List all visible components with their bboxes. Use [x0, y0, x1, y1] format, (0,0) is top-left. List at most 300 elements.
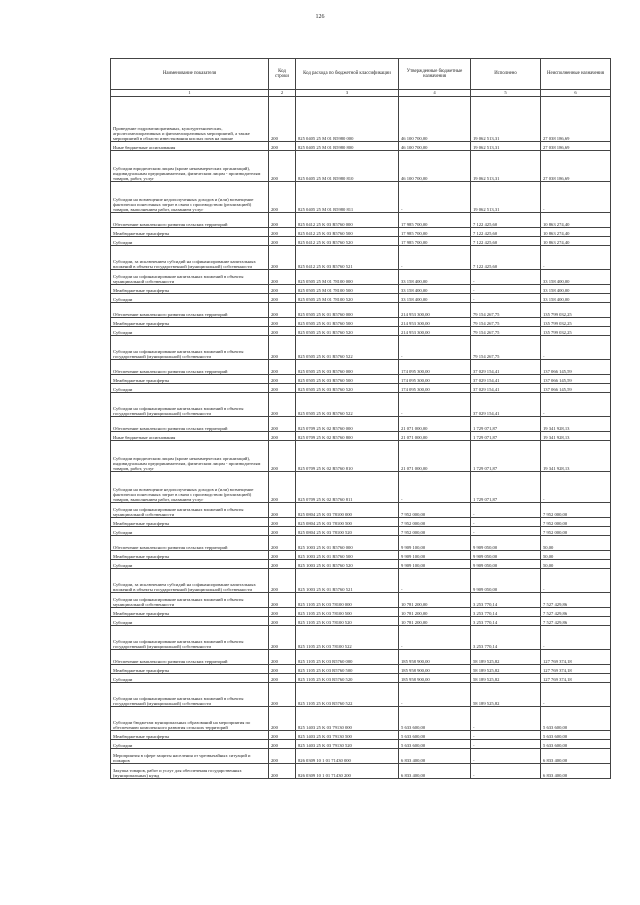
- row-name: Субсидии: [111, 294, 269, 303]
- column-index-row: [111, 90, 611, 97]
- row-name: Субсидии: [111, 384, 269, 393]
- row-remaining-amount: 6 833 400,00: [541, 749, 611, 764]
- row-executed-amount: 37 029 154,41: [471, 375, 541, 384]
- row-approved-amount: 21 071 000,00: [399, 432, 471, 441]
- row-name: Субсидии: [111, 617, 269, 626]
- row-executed-amount: 79 154 267,75: [471, 327, 541, 336]
- table-row: [111, 384, 611, 393]
- row-budget-code: 825 1105 25 K 03 R5760 522: [296, 683, 399, 707]
- header-executed: Исполнено: [471, 59, 541, 90]
- table-row: [111, 707, 611, 731]
- table-row: [111, 683, 611, 707]
- row-executed-amount: -: [471, 731, 541, 740]
- row-name: Субсидии на софинансирование капитальных вложений в объекты муниципальной собственности: [111, 270, 269, 285]
- row-budget-code: 825 0505 25 K 03 R5760 000: [296, 360, 399, 375]
- table-row: [111, 393, 611, 417]
- row-remaining-amount: 135 799 032,25: [541, 327, 611, 336]
- row-remaining-amount: 7 952 000,00: [541, 503, 611, 518]
- row-remaining-amount: 7 527 429,86: [541, 593, 611, 608]
- row-remaining-amount: 33 158 400,00: [541, 285, 611, 294]
- row-remaining-amount: 27 038 186,69: [541, 151, 611, 182]
- row-budget-code: 825 0505 25 K 01 R5760 522: [296, 336, 399, 360]
- row-budget-code: 825 1003 25 K 01 R5760 520: [296, 560, 399, 569]
- row-budget-code: 825 0505 25 M 01 78100 520: [296, 294, 399, 303]
- table-row: [111, 270, 611, 285]
- row-budget-code: 825 0412 25 K 03 R5760 500: [296, 228, 399, 237]
- row-remaining-amount: 135 799 032,25: [541, 303, 611, 318]
- row-line-code: 200: [269, 569, 296, 593]
- row-line-code: 200: [269, 617, 296, 626]
- row-executed-amount: 9 909 050,00: [471, 536, 541, 551]
- row-executed-amount: 79 154 267,75: [471, 318, 541, 327]
- row-budget-code: 825 0505 25 K 01 R5760 500: [296, 318, 399, 327]
- row-approved-amount: 33 158 400,00: [399, 285, 471, 294]
- table-row: [111, 246, 611, 270]
- row-name: Обеспечение комплексного развития сельских территорий: [111, 536, 269, 551]
- row-budget-code: 825 0804 25 K 03 78100 520: [296, 527, 399, 536]
- row-remaining-amount: 19 341 928,13: [541, 441, 611, 472]
- row-line-code: 200: [269, 285, 296, 294]
- table-row: [111, 650, 611, 665]
- row-line-code: 200: [269, 213, 296, 228]
- row-remaining-amount: 135 799 032,25: [541, 318, 611, 327]
- row-name: Субсидии на софинансирование капитальных вложений в объекты государственной (муниципальной) собственности: [111, 336, 269, 360]
- row-line-code: 200: [269, 417, 296, 432]
- row-line-code: 200: [269, 551, 296, 560]
- row-remaining-amount: 127 769 374,18: [541, 674, 611, 683]
- row-line-code: 200: [269, 270, 296, 285]
- table-row: [111, 740, 611, 749]
- row-approved-amount: 10 781 200,00: [399, 593, 471, 608]
- row-executed-amount: 19 062 513,31: [471, 97, 541, 142]
- table-row: [111, 731, 611, 740]
- row-budget-code: 825 1003 25 K 01 R5760 500: [296, 551, 399, 560]
- row-executed-amount: 3 253 770,14: [471, 608, 541, 617]
- row-budget-code: 825 1105 25 K 03 R5760 500: [296, 665, 399, 674]
- table-row: [111, 285, 611, 294]
- row-budget-code: 825 1003 25 K 01 R5760 000: [296, 536, 399, 551]
- row-executed-amount: -: [471, 764, 541, 779]
- header-budget-classification: Код расхода по бюджетной классификации: [296, 59, 399, 90]
- row-remaining-amount: 19 341 928,13: [541, 417, 611, 432]
- row-approved-amount: -: [399, 683, 471, 707]
- row-name: Межбюджетные трансферты: [111, 731, 269, 740]
- row-executed-amount: -: [471, 749, 541, 764]
- row-executed-amount: 37 029 154,41: [471, 360, 541, 375]
- row-line-code: 200: [269, 536, 296, 551]
- row-approved-amount: 9 909 100,00: [399, 536, 471, 551]
- header-remaining: Неисполненные назначения: [541, 59, 611, 90]
- table-row: [111, 97, 611, 142]
- row-budget-code: 825 0505 25 M 01 78100 500: [296, 285, 399, 294]
- row-executed-amount: -: [471, 285, 541, 294]
- row-approved-amount: -: [399, 246, 471, 270]
- row-name: Обеспечение комплексного развития сельских территорий: [111, 417, 269, 432]
- row-line-code: 200: [269, 518, 296, 527]
- row-executed-amount: -: [471, 270, 541, 285]
- row-line-code: 200: [269, 393, 296, 417]
- row-line-code: 200: [269, 246, 296, 270]
- row-name: Иные бюджетные ассигнования: [111, 142, 269, 151]
- row-remaining-amount: 27 038 186,69: [541, 97, 611, 142]
- row-approved-amount: 46 100 700,00: [399, 142, 471, 151]
- row-executed-amount: -: [471, 740, 541, 749]
- table-row: [111, 142, 611, 151]
- row-remaining-amount: -: [541, 683, 611, 707]
- row-budget-code: 825 0405 25 M 01 R5980 810: [296, 151, 399, 182]
- row-line-code: 200: [269, 472, 296, 503]
- row-line-code: 200: [269, 503, 296, 518]
- row-name: Субсидии: [111, 527, 269, 536]
- table-row: [111, 151, 611, 182]
- row-line-code: 200: [269, 560, 296, 569]
- row-name: Субсидии на софинансирование капитальных вложений в объекты государственной (муниципальной) собственности: [111, 626, 269, 650]
- row-budget-code: 825 1003 25 K 01 R5760 521: [296, 569, 399, 593]
- table-row: [111, 327, 611, 336]
- table-row: [111, 665, 611, 674]
- table-row: [111, 237, 611, 246]
- row-line-code: 200: [269, 608, 296, 617]
- row-budget-code: 825 1105 25 K 03 78100 000: [296, 593, 399, 608]
- header-approved: Утвержденные бюджетные назначения: [399, 59, 471, 90]
- row-executed-amount: -: [471, 518, 541, 527]
- row-executed-amount: 1 729 071,87: [471, 417, 541, 432]
- row-approved-amount: 10 781 200,00: [399, 608, 471, 617]
- column-index: 3: [296, 90, 399, 97]
- row-line-code: 200: [269, 749, 296, 764]
- row-line-code: 200: [269, 327, 296, 336]
- row-approved-amount: 185 958 900,00: [399, 650, 471, 665]
- row-line-code: 200: [269, 432, 296, 441]
- row-name: Проведение гидромелиоративных, культуртехнических, агролесомелиоративных и фитомелиоративных мероприятий, а также мероприятий в области известкования кислых почв на пашне: [111, 97, 269, 142]
- table-row: [111, 303, 611, 318]
- table-row: [111, 336, 611, 360]
- row-budget-code: 825 0709 25 K 02 R5760 000: [296, 417, 399, 432]
- row-remaining-amount: 127 769 374,18: [541, 665, 611, 674]
- row-approved-amount: 214 953 300,00: [399, 303, 471, 318]
- row-remaining-amount: -: [541, 569, 611, 593]
- row-executed-amount: 79 154 267,75: [471, 303, 541, 318]
- row-remaining-amount: 137 066 145,59: [541, 360, 611, 375]
- row-approved-amount: 9 909 100,00: [399, 551, 471, 560]
- row-executed-amount: 7 122 425,60: [471, 237, 541, 246]
- table-row: [111, 551, 611, 560]
- row-approved-amount: 5 633 600,00: [399, 740, 471, 749]
- table-row: [111, 674, 611, 683]
- table-row: [111, 764, 611, 779]
- row-approved-amount: 6 833 400,00: [399, 749, 471, 764]
- row-remaining-amount: -: [541, 472, 611, 503]
- row-executed-amount: 37 029 154,41: [471, 393, 541, 417]
- row-budget-code: 825 0505 25 M 01 78100 000: [296, 270, 399, 285]
- row-executed-amount: 3 253 770,14: [471, 593, 541, 608]
- row-budget-code: 825 0505 25 K 03 R5760 520: [296, 384, 399, 393]
- row-budget-code: 825 0709 25 K 02 R5760 810: [296, 441, 399, 472]
- row-remaining-amount: 50,00: [541, 551, 611, 560]
- table-row: [111, 617, 611, 626]
- row-budget-code: 825 1105 25 K 03 R5760 000: [296, 650, 399, 665]
- row-name: Межбюджетные трансферты: [111, 608, 269, 617]
- row-executed-amount: -: [471, 503, 541, 518]
- row-approved-amount: 6 833 400,00: [399, 764, 471, 779]
- row-name: Субсидии на софинансирование капитальных вложений в объекты муниципальной собственности: [111, 503, 269, 518]
- row-name: Субсидии: [111, 674, 269, 683]
- table-row: [111, 182, 611, 213]
- row-executed-amount: 7 122 425,60: [471, 246, 541, 270]
- row-approved-amount: 185 958 900,00: [399, 674, 471, 683]
- row-budget-code: 825 0405 25 M 01 R5980 000: [296, 97, 399, 142]
- row-approved-amount: 174 095 300,00: [399, 360, 471, 375]
- row-name: Обеспечение комплексного развития сельских территорий: [111, 650, 269, 665]
- row-remaining-amount: 50,00: [541, 536, 611, 551]
- row-name: Субсидии: [111, 237, 269, 246]
- row-line-code: 200: [269, 303, 296, 318]
- row-budget-code: 825 0505 25 K 03 R5760 500: [296, 375, 399, 384]
- row-name: Субсидии на возмещение недополученных доходов и (или) возмещение фактически понесенных затрат в связи с производством (реализацией) товаров, выполнением работ, оказанием услуг: [111, 472, 269, 503]
- row-name: Межбюджетные трансферты: [111, 228, 269, 237]
- row-remaining-amount: 10 863 274,40: [541, 237, 611, 246]
- row-line-code: 200: [269, 375, 296, 384]
- table-row: [111, 318, 611, 327]
- row-remaining-amount: 127 769 374,18: [541, 650, 611, 665]
- row-budget-code: 825 0405 25 M 01 R5980 800: [296, 142, 399, 151]
- row-line-code: 200: [269, 384, 296, 393]
- row-executed-amount: 3 253 770,14: [471, 626, 541, 650]
- table-row: [111, 375, 611, 384]
- row-budget-code: 825 0804 25 K 03 78100 500: [296, 518, 399, 527]
- table-row: [111, 608, 611, 617]
- table-row: [111, 417, 611, 432]
- row-budget-code: 825 1403 25 K 03 79130 520: [296, 740, 399, 749]
- row-executed-amount: 19 062 513,31: [471, 151, 541, 182]
- row-remaining-amount: 50,00: [541, 560, 611, 569]
- row-line-code: 200: [269, 228, 296, 237]
- row-approved-amount: 46 100 700,00: [399, 97, 471, 142]
- row-approved-amount: -: [399, 336, 471, 360]
- row-budget-code: 825 0505 25 K 01 R5760 000: [296, 303, 399, 318]
- row-remaining-amount: -: [541, 626, 611, 650]
- row-name: Межбюджетные трансферты: [111, 551, 269, 560]
- row-line-code: 200: [269, 650, 296, 665]
- row-line-code: 200: [269, 764, 296, 779]
- row-name: Мероприятия в сфере защиты населения от чрезвычайных ситуаций и пожаров: [111, 749, 269, 764]
- column-index: 6: [541, 90, 611, 97]
- row-executed-amount: 79 154 267,75: [471, 336, 541, 360]
- row-remaining-amount: 10 863 274,40: [541, 213, 611, 228]
- row-approved-amount: -: [399, 626, 471, 650]
- row-name: Закупка товаров, работ и услуг для обеспечения государственных (муниципальных) нужд: [111, 764, 269, 779]
- row-name: Субсидии на возмещение недополученных доходов и (или) возмещение фактически понесенных затрат в связи с производством (реализацией) товаров, выполнением работ, оказанием услуг: [111, 182, 269, 213]
- row-line-code: 200: [269, 318, 296, 327]
- row-remaining-amount: 7 952 000,00: [541, 527, 611, 536]
- row-name: Субсидии: [111, 740, 269, 749]
- row-name: Межбюджетные трансферты: [111, 375, 269, 384]
- row-name: Обеспечение комплексного развития сельских территорий: [111, 360, 269, 375]
- row-name: Иные бюджетные ассигнования: [111, 432, 269, 441]
- table-header-row: [111, 59, 611, 90]
- row-approved-amount: -: [399, 472, 471, 503]
- row-approved-amount: -: [399, 182, 471, 213]
- row-budget-code: 825 0804 25 K 03 78100 000: [296, 503, 399, 518]
- column-index: 4: [399, 90, 471, 97]
- row-budget-code: 825 0412 25 K 03 R5760 521: [296, 246, 399, 270]
- table-row: [111, 503, 611, 518]
- row-remaining-amount: 7 527 429,86: [541, 608, 611, 617]
- row-line-code: 200: [269, 740, 296, 749]
- row-executed-amount: 37 029 154,41: [471, 384, 541, 393]
- row-remaining-amount: 7 952 000,00: [541, 518, 611, 527]
- row-name: Субсидии: [111, 327, 269, 336]
- row-name: Обеспечение комплексного развития сельских территорий: [111, 213, 269, 228]
- row-approved-amount: 185 958 900,00: [399, 665, 471, 674]
- table-row: [111, 213, 611, 228]
- row-line-code: 200: [269, 182, 296, 213]
- row-approved-amount: 21 071 000,00: [399, 441, 471, 472]
- row-approved-amount: 33 158 400,00: [399, 294, 471, 303]
- row-approved-amount: -: [399, 569, 471, 593]
- row-executed-amount: -: [471, 294, 541, 303]
- table-row: [111, 432, 611, 441]
- row-remaining-amount: 33 158 400,00: [541, 294, 611, 303]
- row-remaining-amount: -: [541, 393, 611, 417]
- row-approved-amount: 33 158 400,00: [399, 270, 471, 285]
- row-approved-amount: 174 095 300,00: [399, 384, 471, 393]
- row-executed-amount: -: [471, 527, 541, 536]
- row-name: Субсидии юридическим лицам (кроме некоммерческих организаций), индивидуальным предпринимателям, физическим лицам - производителям товаров, работ, услуг: [111, 441, 269, 472]
- row-remaining-amount: 7 527 429,86: [541, 617, 611, 626]
- row-line-code: 200: [269, 294, 296, 303]
- row-executed-amount: 1 729 071,87: [471, 432, 541, 441]
- row-approved-amount: 214 953 300,00: [399, 327, 471, 336]
- row-executed-amount: 1 729 071,87: [471, 441, 541, 472]
- row-budget-code: 825 0505 25 K 01 R5760 520: [296, 327, 399, 336]
- header-indicator-name: Наименование показателя: [111, 59, 269, 90]
- row-executed-amount: 9 909 050,00: [471, 560, 541, 569]
- row-name: Субсидии на софинансирование капитальных вложений в объекты муниципальной собственности: [111, 593, 269, 608]
- row-budget-code: 825 0505 25 K 03 R5760 522: [296, 393, 399, 417]
- row-line-code: 200: [269, 151, 296, 182]
- column-index: 5: [471, 90, 541, 97]
- row-line-code: 200: [269, 97, 296, 142]
- row-executed-amount: 58 189 525,82: [471, 683, 541, 707]
- row-line-code: 200: [269, 665, 296, 674]
- row-budget-code: 825 0412 25 K 03 R5760 000: [296, 213, 399, 228]
- row-name: Межбюджетные трансферты: [111, 518, 269, 527]
- row-budget-code: 825 1105 25 K 03 R5760 520: [296, 674, 399, 683]
- row-budget-code: 825 0709 25 K 02 R5760 800: [296, 432, 399, 441]
- column-index: 2: [269, 90, 296, 97]
- row-remaining-amount: 19 341 928,13: [541, 432, 611, 441]
- row-budget-code: 826 0309 10 1 01 71430 200: [296, 764, 399, 779]
- table-row: [111, 228, 611, 237]
- row-name: Субсидии: [111, 560, 269, 569]
- row-remaining-amount: 10 863 274,40: [541, 228, 611, 237]
- row-approved-amount: 10 781 200,00: [399, 617, 471, 626]
- row-remaining-amount: 137 066 145,59: [541, 384, 611, 393]
- table-body: [111, 97, 611, 779]
- row-line-code: 200: [269, 527, 296, 536]
- table-row: [111, 527, 611, 536]
- row-name: Субсидии на софинансирование капитальных вложений в объекты государственной (муниципальной) собственности: [111, 683, 269, 707]
- row-remaining-amount: 5 633 600,00: [541, 740, 611, 749]
- row-budget-code: 825 0412 25 K 03 R5760 520: [296, 237, 399, 246]
- header-line-code: Код строки: [269, 59, 296, 90]
- row-line-code: 200: [269, 237, 296, 246]
- row-remaining-amount: 27 038 186,69: [541, 142, 611, 151]
- row-approved-amount: 46 100 700,00: [399, 151, 471, 182]
- table-row: [111, 626, 611, 650]
- row-approved-amount: 21 071 000,00: [399, 417, 471, 432]
- row-executed-amount: 58 189 525,82: [471, 674, 541, 683]
- column-index: 1: [111, 90, 269, 97]
- row-name: Межбюджетные трансферты: [111, 318, 269, 327]
- table-row: [111, 749, 611, 764]
- table-row: [111, 294, 611, 303]
- row-executed-amount: 1 729 071,87: [471, 472, 541, 503]
- row-executed-amount: 19 062 513,31: [471, 142, 541, 151]
- page-number: 126: [315, 14, 325, 20]
- row-line-code: 200: [269, 626, 296, 650]
- row-remaining-amount: -: [541, 246, 611, 270]
- row-line-code: 200: [269, 360, 296, 375]
- row-approved-amount: 17 985 700,00: [399, 228, 471, 237]
- row-approved-amount: 5 633 600,00: [399, 707, 471, 731]
- row-line-code: 200: [269, 593, 296, 608]
- row-name: Субсидии, за исключением субсидий на софинансирование капитальных вложений в объекты государственной (муниципальной) собственности: [111, 246, 269, 270]
- row-approved-amount: 214 953 300,00: [399, 318, 471, 327]
- row-line-code: 200: [269, 142, 296, 151]
- row-approved-amount: 7 952 000,00: [399, 503, 471, 518]
- row-approved-amount: 17 985 700,00: [399, 237, 471, 246]
- row-remaining-amount: 137 066 145,59: [541, 375, 611, 384]
- row-approved-amount: 7 952 000,00: [399, 518, 471, 527]
- table-row: [111, 441, 611, 472]
- table-row: [111, 536, 611, 551]
- row-name: Межбюджетные трансферты: [111, 285, 269, 294]
- budget-execution-table: [110, 58, 611, 779]
- row-name: Субсидии на софинансирование капитальных вложений в объекты государственной (муниципальной) собственности: [111, 393, 269, 417]
- row-line-code: 200: [269, 336, 296, 360]
- row-name: Субсидии бюджетам муниципальных образований на мероприятия по обеспечению комплексного развития сельских территорий: [111, 707, 269, 731]
- row-remaining-amount: 5 633 600,00: [541, 731, 611, 740]
- row-budget-code: 825 1403 25 K 03 79130 500: [296, 731, 399, 740]
- row-approved-amount: 174 095 300,00: [399, 375, 471, 384]
- row-name: Межбюджетные трансферты: [111, 665, 269, 674]
- row-budget-code: 825 0405 25 M 01 R5980 811: [296, 182, 399, 213]
- row-budget-code: 825 1105 25 K 03 78100 522: [296, 626, 399, 650]
- row-executed-amount: 3 253 770,14: [471, 617, 541, 626]
- row-budget-code: 825 0709 25 K 02 R5760 811: [296, 472, 399, 503]
- row-remaining-amount: 5 633 600,00: [541, 707, 611, 731]
- row-executed-amount: 7 122 425,60: [471, 213, 541, 228]
- row-budget-code: 825 1105 25 K 03 78100 500: [296, 608, 399, 617]
- table-row: [111, 560, 611, 569]
- row-budget-code: 825 1403 25 K 03 79130 000: [296, 707, 399, 731]
- row-name: Субсидии юридическим лицам (кроме некоммерческих организаций), индивидуальным предпринимателям, физическим лицам - производителям товаров, работ, услуг: [111, 151, 269, 182]
- row-line-code: 200: [269, 731, 296, 740]
- table-row: [111, 569, 611, 593]
- row-remaining-amount: 6 833 400,00: [541, 764, 611, 779]
- row-approved-amount: 9 909 100,00: [399, 560, 471, 569]
- row-line-code: 200: [269, 683, 296, 707]
- row-line-code: 200: [269, 441, 296, 472]
- table-row: [111, 360, 611, 375]
- row-executed-amount: 9 909 050,00: [471, 551, 541, 560]
- row-executed-amount: 58 189 525,82: [471, 650, 541, 665]
- row-approved-amount: 17 985 700,00: [399, 213, 471, 228]
- row-executed-amount: -: [471, 707, 541, 731]
- row-line-code: 200: [269, 674, 296, 683]
